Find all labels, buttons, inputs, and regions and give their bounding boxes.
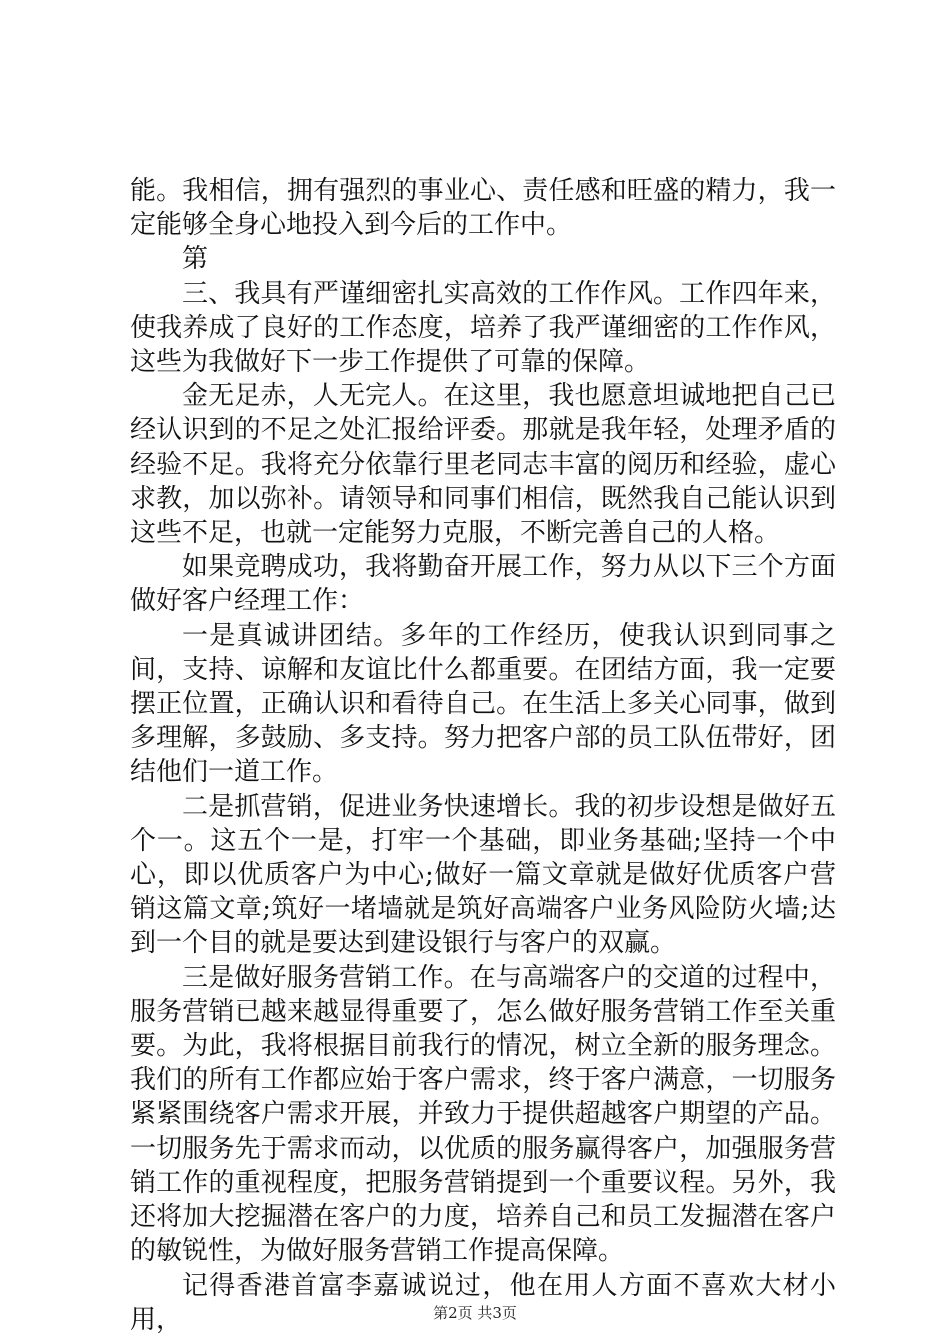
paragraph: 三、我具有严谨细密扎实高效的工作作风。工作四年来，使我养成了良好的工作态度，培养了我严谨细密的工作作风，这些为我做好下一步工作提供了可靠的保障。 [130,278,836,378]
paragraph: 金无足赤，人无完人。在这里，我也愿意坦诚地把自己已经认识到的不足之处汇报给评委。那就是我年轻，处理矛盾的经验不足。我将充分依靠行里老同志丰富的阅历和经验，虚心求教，加以弥补。请领导和同事们相信，既然我自己能认识到这些不足，也就一定能努力克服，不断完善自己的人格。 [130,381,836,549]
paragraph: 能。我相信，拥有强烈的事业心、责任感和旺盛的精力，我一定能够全身心地投入到今后的工作中。 [130,176,836,241]
paragraph: 第 [182,244,209,275]
document-body [130,174,836,1337]
paragraph: 一是真诚讲团结。多年的工作经历，使我认识到同事之间，支持、谅解和友谊比什么都重要。在团结方面，我一定要摆正位置，正确认识和看待自己。在生活上多关心同事，做到多理解，多鼓励、多支持。努力把客户部的员工队伍带好，团结他们一道工作。 [130,620,836,788]
paragraph: 记得香港首富李嘉诚说过，他在用人方面不喜欢大材小用， [130,1270,836,1335]
paragraph: 三是做好服务营销工作。在与高端客户的交道的过程中，服务营销已越来越显得重要了，怎么做好服务营销工作至关重要。为此，我将根据目前我行的情况，树立全新的服务理念。我们的所有工作都应始于客户需求，终于客户满意，一切服务紧紧围绕客户需求开展，并致力于提供超越客户期望的产品。一切服务先于需求而动，以优质的服务赢得客户，加强服务营销工作的重视程度，把服务营销提到一个重要议程。另外，我还将加大挖掘潜在客户的力度，培养自己和员工发掘潜在客户的敏锐性，为做好服务营销工作提高保障。 [130,962,836,1267]
page-number-footer: 第2页 共3页 [433,1304,517,1322]
paragraph: 二是抓营销，促进业务快速增长。我的初步设想是做好五个一。这五个一是，打牢一个基础，即业务基础;坚持一个中心，即以优质客户为中心;做好一篇文章就是做好优质客户营销这篇文章;筑好一堵墙就是筑好高端客户业务风险防火墙;达到一个目的就是要达到建设银行与客户的双赢。 [130,791,836,959]
paragraph: 如果竞聘成功，我将勤奋开展工作，努力从以下三个方面做好客户经理工作： [130,552,836,617]
